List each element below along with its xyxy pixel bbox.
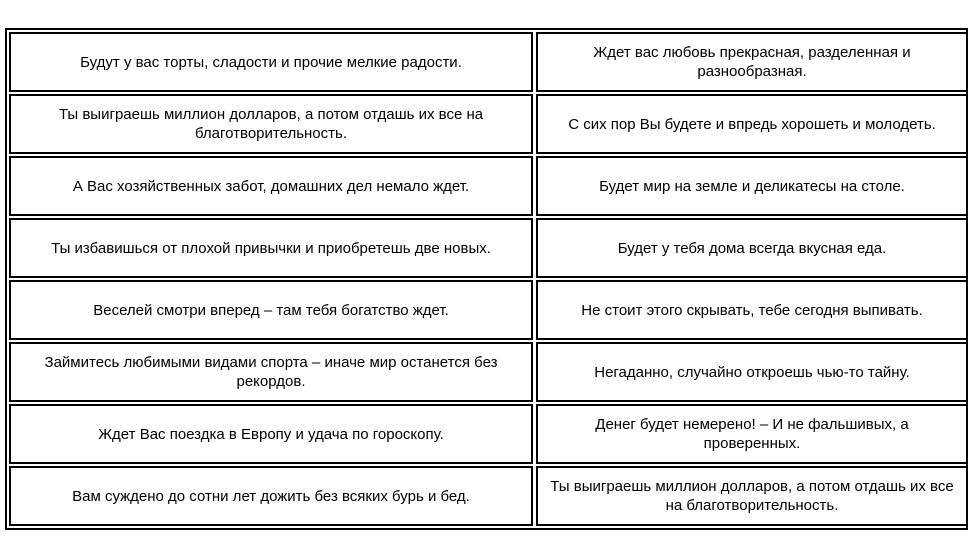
table-cell: Будет мир на земле и деликатесы на столе. <box>536 156 968 216</box>
table-cell: А Вас хозяйственных забот, домашних дел немало ждет. <box>9 156 533 216</box>
table-cell: С сих пор Вы будете и впредь хорошеть и молодеть. <box>536 94 968 154</box>
table-cell: Будут у вас торты, сладости и прочие мелкие радости. <box>9 32 533 92</box>
table-cell: Ты выиграешь миллион долларов, а потом отдашь их все на благотворительность. <box>9 94 533 154</box>
table-cell: Ждет Вас поездка в Европу и удача по гороскопу. <box>9 404 533 464</box>
table-cell: Ты выиграешь миллион долларов, а потом отдашь их все на благотворительность. <box>536 466 968 526</box>
table-cell: Будет у тебя дома всегда вкусная еда. <box>536 218 968 278</box>
predictions-table <box>5 28 968 530</box>
table-cell: Денег будет немерено! – И не фальшивых, а проверенных. <box>536 404 968 464</box>
table-cell: Ждет вас любовь прекрасная, разделенная и разнообразная. <box>536 32 968 92</box>
table-cell: Ты избавишься от плохой привычки и приобретешь две новых. <box>9 218 533 278</box>
table-cell: Не стоит этого скрывать, тебе сегодня выпивать. <box>536 280 968 340</box>
table-cell: Вам суждено до сотни лет дожить без всяких бурь и бед. <box>9 466 533 526</box>
table-cell: Негаданно, случайно откроешь чью-то тайну. <box>536 342 968 402</box>
predictions-grid <box>9 32 964 526</box>
table-cell: Займитесь любимыми видами спорта – иначе мир останется без рекордов. <box>9 342 533 402</box>
table-cell: Веселей смотри вперед – там тебя богатство ждет. <box>9 280 533 340</box>
